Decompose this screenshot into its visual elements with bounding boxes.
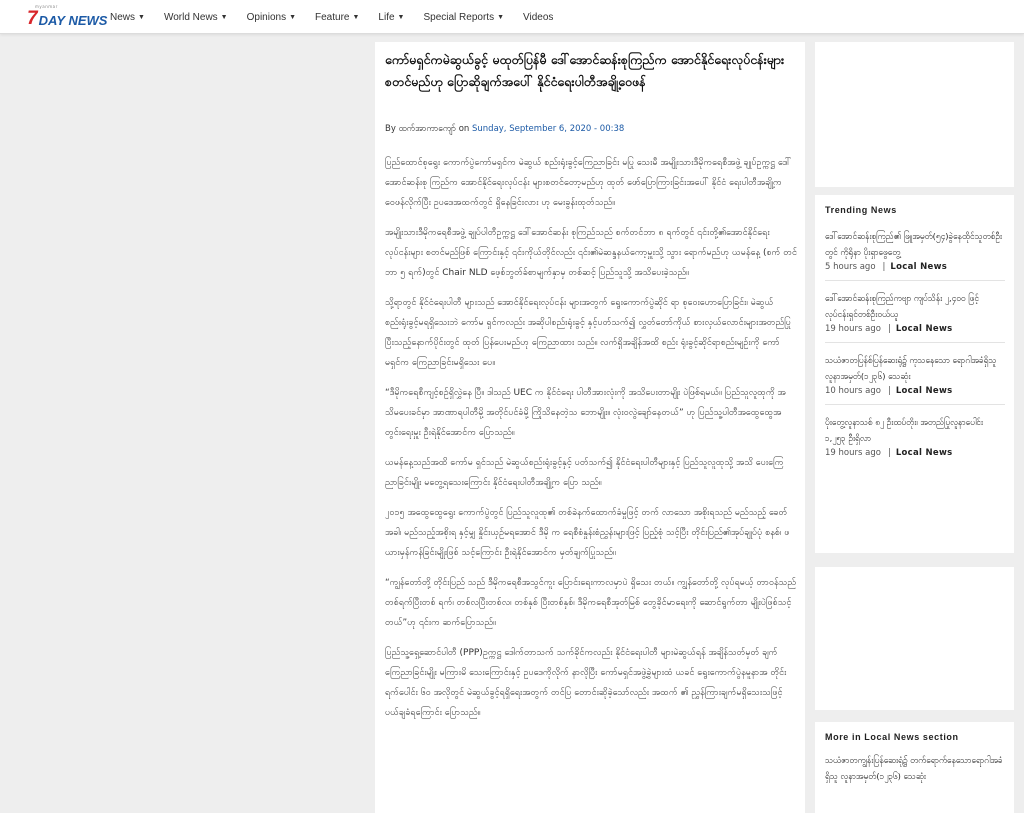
more-local-news-panel <box>815 722 1014 813</box>
logo-tagline: myanmar <box>35 4 58 9</box>
item-time: 19 hours ago <box>825 448 881 458</box>
nav-item-label: Special Reports <box>423 11 495 23</box>
meta-separator: | <box>887 448 891 458</box>
caret-down-icon: ▼ <box>497 13 505 21</box>
list-item <box>825 411 1005 466</box>
article-paragraph: ယမန်နေ့သည်အထိ ကော်မ ရှင်သည် မဲဆွယ်စည်းရုံးခွင့်နှင့် ပတ်သက်၍ နိုင်ငံရေးပါတီများနှင့် ပြည်သူလူထုသို့ အသိ ပေးကြေ ညာခြင်းမျိုး မတွေ့ရသေးကြောင်း နိုင်ငံရေးပါတီအချို့က ပြော သည်။ <box>385 458 784 488</box>
trending-item-meta <box>825 262 1005 272</box>
item-category[interactable]: Local News <box>890 262 948 272</box>
item-category[interactable]: Local News <box>895 324 953 334</box>
trending-item-title[interactable]: ဒေါ်အောင်ဆန်းစုကြည်၏ ဖြူအမှတ်(၅၄)ခွဲနေထိုင်သူတစ်ဦးတွင် ကိုရိုနာ ပိုးရှာဖွေတွေ့ <box>825 231 1003 257</box>
trending-item-title[interactable]: သယံဇာတပြန်စ်ပြန်ဆေးရုံ၌ ကုသနေသော ရောဂါအခံရှိသူ လူနာအမှတ်(၁၂၃၆) သေဆုံး <box>825 355 997 381</box>
nav-item-special-reports[interactable] <box>423 12 504 23</box>
nav-item-label: Feature <box>315 11 350 23</box>
byline-prefix: By <box>385 124 396 134</box>
more-local-item[interactable]: သယံဇာတကျွန်းပြန်ဆေးရုံ၌ တက်ရောက်နေသောရောဂါအခံရှိသူ လူနာအမှတ်(၁၂၃၆) သေဆုံး <box>825 755 1003 781</box>
caret-down-icon: ▼ <box>220 13 228 21</box>
article-paragraph: ၂၀၁၅ အထွေထွေရွေး ကောက်ပွဲတွင် ပြည်သူလူထု၏ တစ်ခဲနက်ထောက်ခံမှုဖြင့် တက် လာသော အစိုးရသည် မည်သည့် ခေတ်အခါ၊ မည်သည့်အစိုးရ နှင့်မျှ နှိုင်းယှဉ်မရအောင် ဒီမို က ရေစီစံနှုန်းစံညွှန်းများဖြင့် ပြည့်စုံ သင့်ပြီး တိုင်းပြည်၏အုပ်ချုပ်ပုံ စနစ်၊ ဖယားမှန်ကန်ခြင်းမျိုးဖြစ် သင့်ကြောင်း ဦးရဲနိုင်အောင်က မှတ်ချက်ပြုသည်။ <box>385 508 790 558</box>
trending-item-title[interactable]: ဒေါ်အောင်ဆန်းစုကြည်ကဗျာ ကျပ်သိန်း ၂,၄၀၀ ဖြင့် လုပ်ငန်းရှင်တစ်ဦးဝယ်ယူ <box>825 293 979 319</box>
caret-down-icon: ▼ <box>397 13 405 21</box>
more-local-title: More in Local News section <box>825 732 959 742</box>
item-time: 10 hours ago <box>825 386 881 396</box>
article-paragraph: ပြည်သူ့ရှေ့ဆောင်ပါတီ (PPP)ဥက္ကဋ္ဌ ဒေါက်တာသက် သက်ခိုင်ကလည်း နိုင်ငံရေးပါတီ များမဲဆွယ်ရန် အချိန်သတ်မှတ် ချက်ကြေညာခြင်းမျိုး မကြားမိ သေးကြောင်းနှင့် ဥပဒေကိုလိုက် နာလိုပြီး ကော်မရှင်အဖွဲ့ခွဲများထံ ယခင် ရွေးကောက်ပွဲနမူနာအ တိုင်း ရက်ပေါင်း ၆၀ အလိုတွင် မဲဆွယ်ခွင့်ရရှိရေးအတွက် တင်ပြ တောင်းဆိုခဲ့သော်လည်း အထက် ၏ ညွှန်ကြားချက်မရှိသေးသဖြင့် ပယ်ချခံရကြောင်း ပြောသည်။ <box>385 648 787 718</box>
article-body <box>385 153 797 733</box>
trending-title: Trending News <box>825 205 897 215</box>
logo-wordmark: DAY NEWS <box>38 13 108 28</box>
article-headline: ကော်မရှင်ကမဲဆွယ်ခွင့် မထုတ်ပြန်မီ ဒေါ်အောင်ဆန်းစုကြည်က အောင်နိုင်ရေးလုပ်ငန်းများစတင်မည်ဟု ပြောဆိုချက်အပေါ် နိုင်ငံရေးပါတီအချို့ဝေဖန် <box>385 52 785 89</box>
item-time: 5 hours ago <box>825 262 876 272</box>
meta-separator: | <box>887 386 891 396</box>
trending-item-title[interactable]: ပိုးတွေ့လူနာသစ် ၈၂ ဦးထပ်တိုး၊ အတည်ပြုလူနာပေါင်း ၁,၂၅၃ ဦးရှိလာ <box>825 417 983 443</box>
trending-item-meta <box>825 324 1005 334</box>
main-menu <box>110 0 572 34</box>
nav-item-opinions[interactable] <box>247 12 296 23</box>
caret-down-icon: ▼ <box>352 13 360 21</box>
top-navbar <box>0 0 1024 34</box>
article-date: Sunday, September 6, 2020 - 00:38 <box>472 124 625 134</box>
article-paragraph: “ကျွန်တော်တို့ တိုင်းပြည် သည် ဒီမိုကရေစီအသွင်ကူး ပြောင်းရေးကာလမှာပဲ ရှိသေး တယ်။ ကျွန်တော်တို့ လုပ်ရမယ့် တာဝန်သည် တစ်ရက်ပြီးတစ် ရက်၊ တစ်လပြီးတစ်လ၊ တစ်နှစ် ပြီးတစ်နှစ်၊ ဒီမိုကရေစီအုတ်မြစ် တွေခိုင်မာရေးကို ဆောင်ရွက်တာ မျိုးပဲဖြစ်သင့်တယ်”ဟု ၎င်းက ဆက်ပြောသည်။ <box>385 578 797 628</box>
article-paragraph: သို့ရာတွင် နိုင်ငံရေးပါတီ များသည် အောင်နိုင်ရေးလုပ်ငန်း များအတွက် ရွေးကောက်ပွဲဆိုင် ရာ စုဝေးဟောပြောခြင်း၊ မဲဆွယ် စည်းရုံးခွင့်မရရှိသေးဘဲ ကော်မ ရှင်ကလည်း အဆိုပါစည်းရုံးခွင့် နှင့်ပတ်သက်၍ လွှတ်တော်ကိုယ် စားလှယ်လောင်းများအတည်ပြု ပြီးသည့်နောက်ပိုင်းတွင် ထုတ် ပြန်ပေးမည်ဟု ကြေညာထား သည်။ လက်ရှိအချိန်အထိ စည်း ရုံးခွင့်ဆိုင်ရာစည်းမျဉ်းကို ကော် မရှင်က ကြေညာခြင်းမရှိသေး ပေ။ <box>385 298 791 368</box>
caret-down-icon: ▼ <box>138 13 145 21</box>
meta-separator: | <box>887 324 891 334</box>
site-logo[interactable] <box>27 6 107 28</box>
list-item <box>825 349 1005 405</box>
nav-item-world-news[interactable] <box>164 12 228 23</box>
nav-item-news[interactable] <box>110 12 145 23</box>
nav-item-label: Opinions <box>246 11 287 23</box>
byline-on: on <box>458 124 470 134</box>
logo-number: 7 <box>27 8 38 29</box>
trending-news-panel <box>815 195 1014 553</box>
trending-item-meta <box>825 448 1005 458</box>
list-item <box>825 287 1005 343</box>
trending-item-meta <box>825 386 1005 396</box>
article-byline <box>385 124 624 136</box>
article-paragraph: “ဒီမိုကရေစီကျင့်စဉ်ရှိလွှဲနေ ပြီ။ ဒါသည် UEC က နိုင်ငံရေး ပါတီအားလုံးကို အသိပေးတာမျိုး ပဲဖြစ်ရမယ်။ ပြည်သူလူထုကို အ သိမပေးခင်မှာ အာဏာရပါတီမို့ အတိုင်ပင်ခံမို့ ကြိုသိနေတဲ့သ ဘောမျိုး။ လုံးဝလွဲချော်နေတယ်” ဟု ပြည်သူ့ပါတီအထွေထွေအ တွင်းရေးမှူး ဦးရဲနိုင်အောင်က ပြောသည်။ <box>385 388 786 438</box>
list-item <box>825 225 1005 281</box>
trending-list <box>825 225 1005 472</box>
item-time: 19 hours ago <box>825 324 881 334</box>
item-category[interactable]: Local News <box>895 386 953 396</box>
article-paragraph: ပြည်ထောင်စုရွေး ကောက်ပွဲကော်မရှင်က မဲဆွယ် စည်းရုံးခွင့်ကြေညာခြင်း မပြု သေးမီ အမျိုးသားဒီမိုကရေစီအဖွဲ့ ချုပ်ဥက္ကဋ္ဌ ဒေါ်အောင်ဆန်းစု ကြည်က အောင်နိုင်ရေးလုပ်ငန်း များစတင်တော့မည်ဟု ထုတ် ဖော်ပြောကြားခြင်းအပေါ် နိုင်ငံ ရေးပါတီအချို့က ဝေဖန်လိုက်ပြီး ဥပဒေအထက်တွင် ရှိနေခြင်းလား ဟု မေးခွန်းထုတ်သည်။ <box>385 158 792 208</box>
nav-item-label: Life <box>378 11 395 23</box>
sidebar-ad-slot-top <box>815 42 1014 187</box>
caret-down-icon: ▼ <box>289 13 297 21</box>
nav-item-life[interactable] <box>378 12 404 23</box>
sidebar-ad-slot-middle <box>815 567 1014 710</box>
article-card <box>375 42 805 813</box>
author-link[interactable]: ထက်အာကာကျော် <box>398 124 456 134</box>
nav-item-videos[interactable] <box>523 12 553 23</box>
nav-item-label: World News <box>163 11 218 23</box>
article-paragraph: အမျိုးသားဒီမိုကရေစီအဖွဲ့ ချုပ်ပါတီဥက္ကဋ္ဌ ဒေါ်အောင်ဆန်း စုကြည်သည် စက်တင်ဘာ ၈ ရက်တွင် ၎င်းတို့၏အောင်နိုင်ရေး လုပ်ငန်းများ စတင်မည်ဖြစ် ကြောင်းနှင့် ၎င်းကိုယ်တိုင်လည်း ၎င်း၏မဲဆန္ဒနယ်ကော့မှူးသို့ သွား ရောက်မည်ဟု ယမန်နေ့ (စက် တင်ဘာ ၅ ရက်)တွင် Chair NLD ဖေ့စ်ဘွတ်ခ်စာမျက်နှာမှ တစ်ဆင့် ပြည်သူသို့ အသိပေးခဲ့သည်။ <box>385 228 797 278</box>
nav-item-feature[interactable] <box>315 12 359 23</box>
meta-separator: | <box>882 262 886 272</box>
nav-item-label: Videos <box>523 11 554 23</box>
nav-item-label: News <box>110 11 136 23</box>
item-category[interactable]: Local News <box>895 448 953 458</box>
more-local-list <box>825 752 1005 784</box>
